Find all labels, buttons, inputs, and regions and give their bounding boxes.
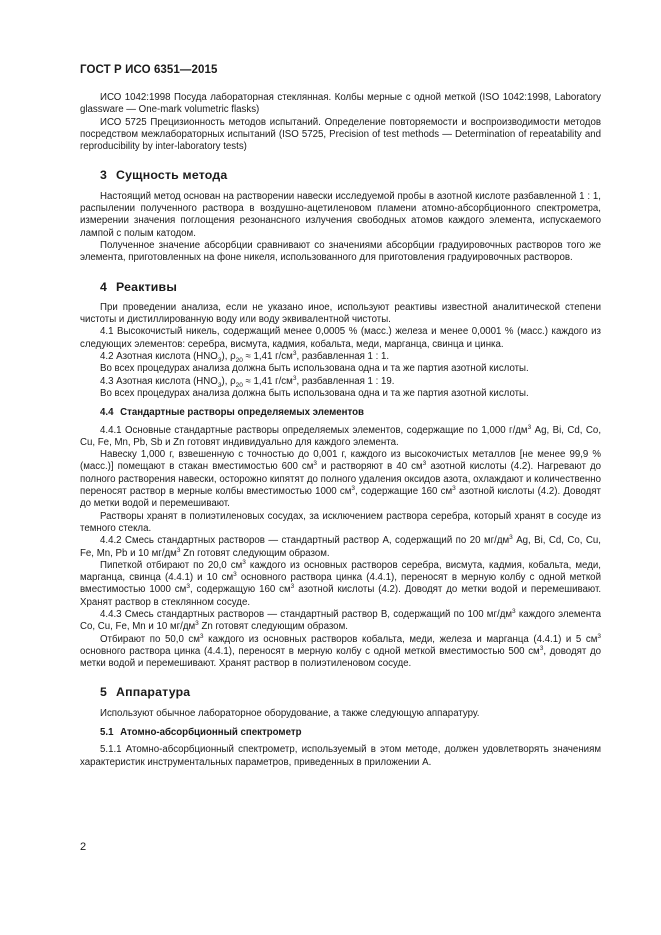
paragraph: Настоящий метод основан на растворении навески исследуемой пробы в азотной кислоте разбавленной 1 : 1, распылении полученного раствора в воздушно-ацетиленовом пламени атомно-абсорбционного спектрометра, измерении значения поглощения резонансного излучения свободных атомов каждого элемента, испускаемого лампой с полым катодом.: [80, 190, 601, 239]
subsection-4-4-heading: 4.4 Стандартные растворы определяемых элементов: [100, 407, 364, 419]
paragraph: Навеску 1,000 г, взвешенную с точностью до 0,001 г, каждого из высокочистых металлов [не менее 99,9 % (масс.)] помещают в стакан вместимостью 600 $см^3$ и растворяют в 40 $см^3$ азотной кислоты (4.2). Нагревают до полного растворения навески, осторожно кипятят до полного удаления оксидов азота, охлаждают и количественно переносят раствор в мерные колбы вместимостью 1000 $см^3$, содержащие 160 $см^3$ азотной кислоты (4.2). Доводят до метки водой и перемешивают.: [80, 449, 601, 510]
document-body: [80, 92, 601, 769]
paragraph-4-4-1: 4.4.1 Основные стандартные растворы определяемых элементов, содержащие по 1,000 $г/дм^3$ Ag, Bi, Cd, Co, Cu, Fe, Mn, Pb, Sb и Zn готовят индивидуально для каждого элемента.: [80, 423, 602, 448]
paragraph: Во всех процедурах анализа должна быть использована одна и та же партия азотной кислоты.: [100, 363, 529, 375]
section-title: Аппаратура: [116, 685, 191, 700]
paragraph-4-4-3: 4.4.3 Смесь стандартных растворов — стандартный раствор В, содержащий по 100 $мг/дм^3$ каждого элемента Co, Cu, Fe, Mn и 10 $мг/дм^3$ Zn готовят следующим образом.: [80, 607, 601, 633]
section-3-heading: [100, 169, 601, 181]
paragraph: Полученное значение абсорбции сравнивают со значениями абсорбции градуировочных растворов того же элемента, приготовленных на фоне никеля, использованного для приготовления градуировочных растворов.: [80, 239, 601, 264]
paragraph-4-2: 4.2 Азотная кислота $(HNO_3)$, $\rho_{20} \approx 1,41$ $г/см^3$, разбавленная 1 : 1.: [100, 349, 390, 364]
section-5-heading: [100, 686, 601, 698]
paragraph: Растворы хранят в полиэтиленовых сосудах, за исключением раствора серебра, который хранят в сосуде из темного стекла.: [80, 510, 601, 534]
subsection-5-1-heading: 5.1 Атомно-абсорбционный спектрометр: [100, 727, 302, 739]
reference-iso-5725: ИСО 5725 Прецизионность методов испытаний. Определение повторяемости и воспроизводимости методов посредством межлабораторных испытаний (ISO 5725, Precision of test methods — Determination of repeatability and reproducibility by inter-laboratory tests): [80, 116, 601, 153]
section-number: 4: [100, 279, 108, 294]
paragraph-4-4-2: 4.4.2 Смесь стандартных растворов — стандартный раствор А, содержащий по 20 $мг/дм^3$ Ag, Bi, Cd, Co, Cu, Fe, Mn, Pb и 10 $мг/дм^3$ Zn готовят следующим образом.: [80, 533, 602, 559]
paragraph: Используют обычное лабораторное оборудование, а также следующую аппаратуру.: [100, 707, 480, 719]
section-number: 5: [100, 685, 108, 700]
page-header: ГОСТ Р ИСО 6351—2015: [80, 64, 218, 76]
paragraph: Пипеткой отбирают по 20,0 $см^3$ каждого из основных растворов серебра, висмута, кадмия, кобальта, меди, марганца, свинца (4.4.1) и 10 $см^3$ основного раствора цинка (4.4.1), переносят в мерную колбу с одной меткой вместимостью 1000 $см^3$, содержащую 160 $см^3$ азотной кислоты (4.2). Доводят до метки водой и перемешивают. Хранят раствор в стеклянном сосуде.: [80, 558, 602, 608]
paragraph: Отбирают по 50,0 $см^3$ каждого из основных растворов кобальта, меди, железа и марганца (4.4.1) и 5 $см^3$ основного раствора цинка (4.4.1), переносят в мерную колбу с одной меткой вместимостью 500 $см^3$, доводят до метки водой и перемешивают. Хранят раствор в полиэтиленовом сосуде.: [80, 632, 601, 670]
section-title: Реактивы: [116, 279, 178, 294]
page-number: 2: [80, 841, 87, 853]
reference-iso-1042: ИСО 1042:1998 Посуда лабораторная стеклянная. Колбы мерные с одной меткой (ISO 1042:1998, Laboratory glassware — One-mark volumetric flasks): [80, 92, 601, 116]
paragraph-5-1-1: 5.1.1 Атомно-абсорбционный спектрометр, используемый в этом методе, должен удовлетворять значениям характеристик инструментальных параметров, приведенных в приложении А.: [80, 744, 601, 768]
section-number: 3: [100, 168, 108, 183]
paragraph: При проведении анализа, если не указано иное, используют реактивы известной аналитической степени чистоты и дистиллированную воду или воду эквивалентной чистоты.: [80, 301, 601, 326]
paragraph-4-1: 4.1 Высокочистый никель, содержащий менее 0,0005 % (масс.) железа и менее 0,0001 % (масс.) каждого из следующих элементов: серебра, висмута, кадмия, кобальта, меди, марганца, свинца и цинка.: [80, 326, 601, 350]
section-4-heading: [100, 281, 601, 293]
paragraph: Во всех процедурах анализа должна быть использована одна и та же партия азотной кислоты.: [100, 387, 529, 399]
section-title: Сущность метода: [116, 168, 228, 183]
paragraph-4-3: 4.3 Азотная кислота $(HNO_3)$, $\rho_{20} \approx 1,41$ $г/см^3$, разбавленная 1 : 19.: [100, 374, 395, 389]
